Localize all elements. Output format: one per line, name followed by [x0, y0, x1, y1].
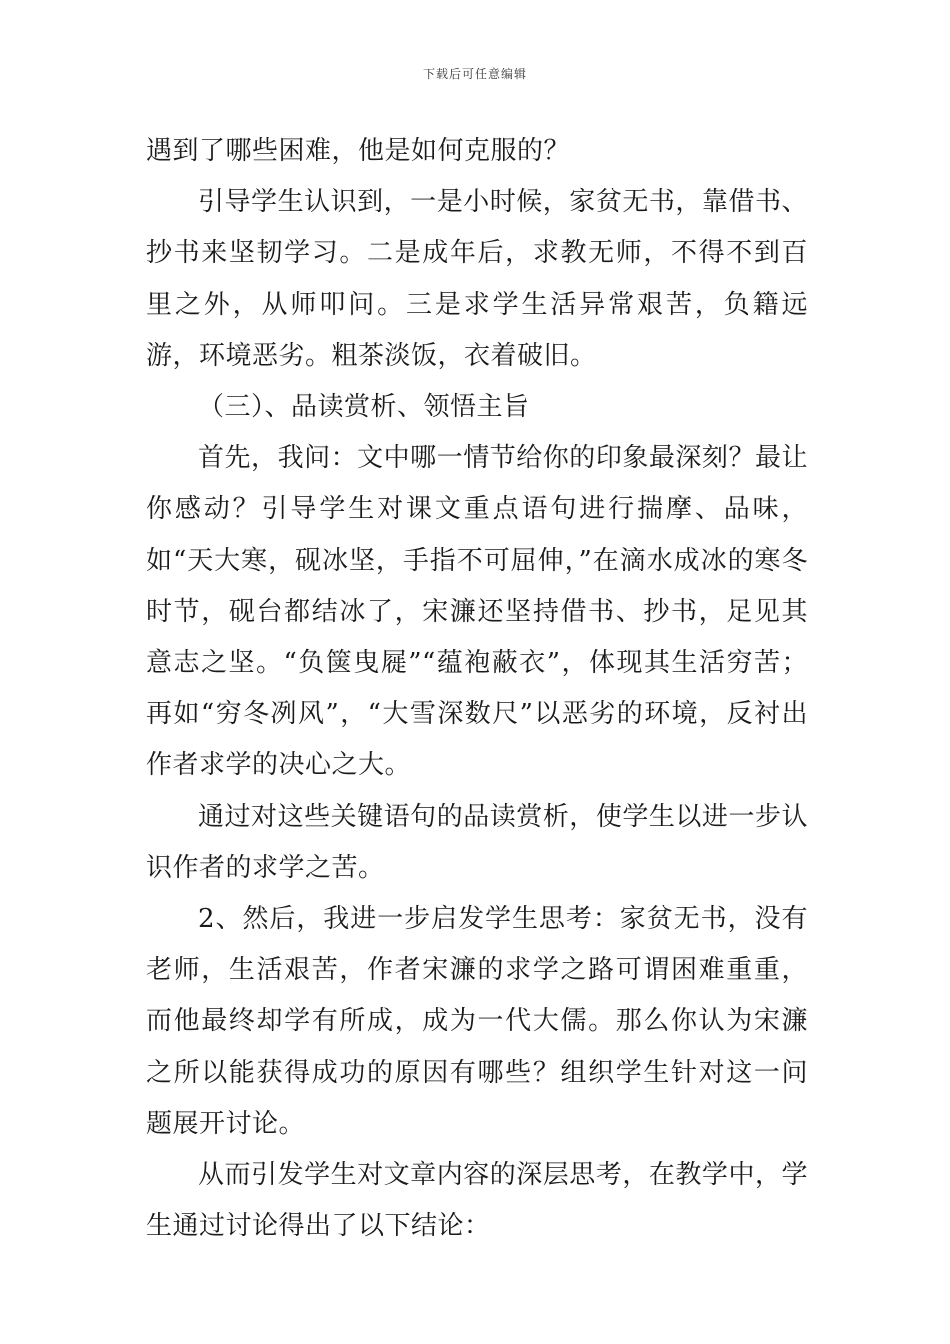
- document-body: [146, 126, 808, 1252]
- paragraph-discussion: 2、然后，我进一步启发学生思考：家贫无书，没有老师，生活艰苦，作者宋濂的求学之路可谓困难重重，而他最终却学有所成，成为一代大儒。那么你认为宋濂之所以能获得成功的原因有哪些？组织学生针对这一问题展开讨论。: [146, 904, 808, 1139]
- paragraph-conclusion: 从而引发学生对文章内容的深层思考，在教学中，学生通过讨论得出了以下结论：: [146, 1160, 808, 1242]
- section-heading-three: （三）、品读赏析、领悟主旨: [198, 392, 530, 423]
- paragraph-key-sentences: 首先，我问：文中哪一情节给你的印象最深刻？最让你感动？引导学生对课文重点语句进行揣摩、品味，如“天大寒，砚冰坚，手指不可屈伸，”在滴水成冰的寒冬时节，砚台都结冰了，宋濂还坚持借书、抄书，足见其意志之坚。“负箧曳屣”“蕴袍蔽衣”，体现其生活穷苦；再如“穷冬冽风”，“大雪深数尺”以恶劣的环境，反衬出作者求学的决心之大。: [146, 443, 808, 781]
- page-header: 下载后可任意编辑: [422, 67, 527, 81]
- paragraph-continuation: 遇到了哪些困难，他是如何克服的？: [146, 136, 571, 166]
- paragraph-difficulties: 引导学生认识到，一是小时候，家贫无书，靠借书、抄书来坚韧学习。二是成年后，求教无师，不得不到百里之外，从师叩问。三是求学生活异常艰苦，负籍远游，环境恶劣。粗茶淡饭，衣着破旧。: [146, 187, 808, 371]
- paragraph-appreciation: 通过对这些关键语句的品读赏析，使学生以进一步认识作者的求学之苦。: [146, 801, 808, 883]
